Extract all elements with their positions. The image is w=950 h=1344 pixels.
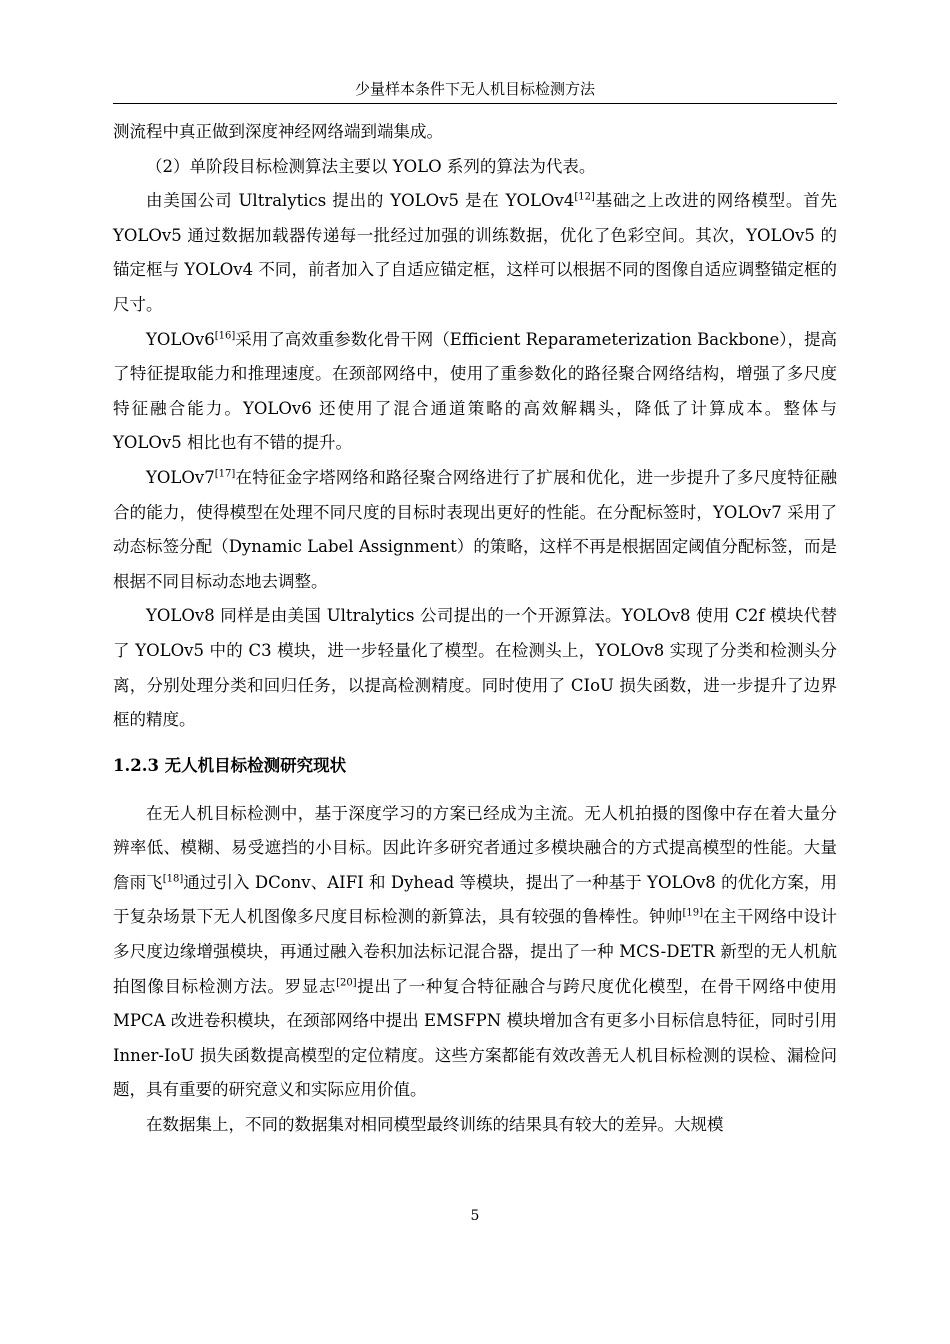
page-number: 5 bbox=[470, 1208, 480, 1224]
section-heading: 1.2.3 无人机目标检测研究现状 bbox=[113, 755, 347, 775]
text-run: 提出了一种复合特征融合与跨尺度优化模型，在骨干网络中使用 MPCA 改进卷积模块，在颈部网络中提出 EMSFPN 模块增加含有更多小目标信息特征，同时引用 Inner-IoU 损失函数提高模型的定位精度。这些方案都能有效改善无人机目标检测的误检、漏检问题，具有重要的研究意义和实际应用价值。 bbox=[113, 976, 838, 1100]
text-run: 采用了高效重参数化骨干网（Efficient Reparameterization Backbone），提高了特征提取能力和推理速度。在颈部网络中，使用了重参数化的路径聚合网络结构，增强了多尺度特征融合能力。YOLOv6 还使用了混合通道策略的高效解耦头，降低了计算成本。整体与 YOLOv5 相比也有不错的提升。 bbox=[113, 329, 837, 453]
paragraph-yolov6 bbox=[113, 323, 837, 461]
paragraph-single-stage-intro: （2）单阶段目标检测算法主要以 YOLO 系列的算法为代表。 bbox=[146, 156, 596, 176]
text-run: 在特征金字塔网络和路径聚合网络进行了扩展和优化，进一步提升了多尺度特征融合的能力，使得模型在处理不同尺度的目标时表现出更好的性能。在分配标签时，YOLOv7 采用了动态标签分配（Dynamic Label Assignment）的策略，这样不再是根据固定阈值分配标签，而是根据不同目标动态地去调整。 bbox=[113, 467, 837, 591]
running-header: 少量样本条件下无人机目标检测方法 bbox=[354, 80, 595, 98]
text-run: 基础之上改进的网络模型。首先 YOLOv5 通过数据加载器传递每一批经过加强的训练数据，优化了色彩空间。其次，YOLOv5 的锚定框与 YOLOv4 不同，前者加入了自适应锚定框，这样可以根据不同的图像自适应调整锚定框的尺寸。 bbox=[113, 191, 837, 314]
paragraph-uav-detection bbox=[113, 797, 837, 1108]
paragraph-yolov5 bbox=[113, 184, 837, 322]
header-rule bbox=[113, 103, 837, 104]
text-run: YOLOv6 bbox=[146, 329, 215, 349]
text-run: 在无人机目标检测中，基于深度学习的方案已经成为主流。无人机拍摄的图像中存在着大量分辨率低、模糊、易受遮挡的小目标。因此许多研究者通过多模块融合的方式提高模型的性能。大量詹雨飞 bbox=[113, 803, 837, 892]
body-text bbox=[113, 115, 837, 1143]
citation-ref: [12] bbox=[574, 191, 595, 203]
paragraph-yolov8: YOLOv8 同样是由美国 Ultralytics 公司提出的一个开源算法。YOLOv8 使用 C2f 模块代替了 YOLOv5 中的 C3 模块，进一步轻量化了模型。在检测头上，YOLOv8 实现了分类和检测头分离，分别处理分类和回归任务，以提高检测精度。同时使用了 CIoU 损失函数，进一步提升了边界框的精度。 bbox=[113, 606, 837, 730]
paragraph-datasets: 在数据集上，不同的数据集对相同模型最终训练的结果具有较大的差异。大规模 bbox=[146, 1115, 724, 1135]
citation-ref: [16] bbox=[214, 330, 236, 342]
citation-ref: [19] bbox=[682, 907, 704, 919]
text-run: YOLOv7 bbox=[146, 467, 215, 487]
citation-ref: [20] bbox=[336, 977, 357, 989]
citation-ref: [18] bbox=[162, 873, 184, 885]
text-run: 由美国公司 Ultralytics 提出的 YOLOv5 是在 YOLOv4 bbox=[146, 191, 575, 211]
paragraph-continuation: 测流程中真正做到深度神经网络端到端集成。 bbox=[113, 122, 443, 141]
text-run: 通过引入 DConv、AIFI 和 Dyhead 等模块，提出了一种基于 YOLOv8 的优化方案，用于复杂场景下无人机图像多尺度目标检测的新算法，具有较强的鲁棒性。钟帅 bbox=[113, 872, 837, 927]
citation-ref: [17] bbox=[214, 468, 236, 480]
paragraph-yolov7 bbox=[113, 461, 837, 599]
text-run: 在主干网络中设计多尺度边缘增强模块，再通过融入卷积加法标记混合器，提出了一种 MCS-DETR 新型的无人机航拍图像目标检测方法。罗显志 bbox=[113, 907, 838, 996]
